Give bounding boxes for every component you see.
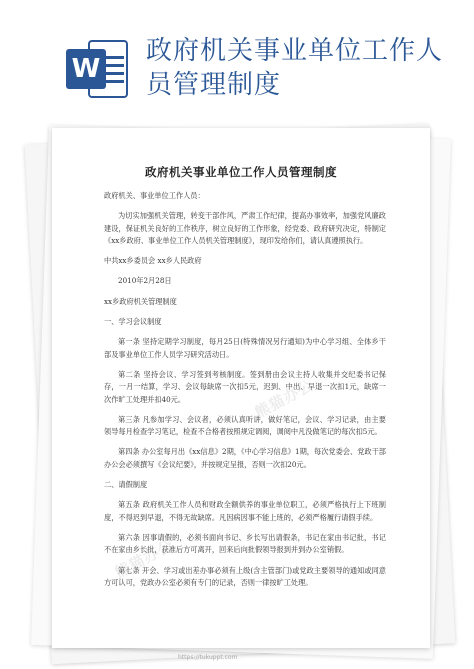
doc-paragraph: 第五条 政府机关工作人员和财政全额供养的事业单位职工，必须严格执行上下班制度，不得迟到早退，不得无故缺席。凡因病因事不能上班的，必须严格履行请假手续。 (104, 500, 386, 522)
doc-paragraph: 第六条 因事请假的，必须书面向书记、乡长写出请假条，书记在家由书记批，书记不在家由乡长批，获准后方可离开，回来后向批假领导报到并到办公室销假。 (104, 532, 386, 555)
watermark-url: https://tukuppt.com (178, 654, 238, 661)
word-document-icon (66, 40, 128, 98)
document-page (52, 128, 430, 648)
doc-paragraph: 为切实加强机关管理，转变干部作风，严肃工作纪律，提高办事效率，加强党风廉政建设，保证机关良好的工作秩序，树立良好的工作形象，经党委、政府研究决定，特制定《xx乡政府、事业单位工作人员机关管理制度》，现印发给你们，请认真遵照执行。 (104, 211, 386, 245)
word-badge: W (66, 49, 106, 89)
document-body (104, 190, 386, 589)
watermark: 熊猫办公 (111, 535, 177, 582)
doc-section-heading: 二、请假制度 (104, 480, 148, 490)
doc-date: 2010年2月28日 (118, 276, 172, 286)
header-title: 政府机关事业单位工作人员管理制度 (146, 36, 444, 100)
doc-paragraph: 第一条 坚持定期学习制度，每月25日(特殊情况另行通知)为中心学习组、全体乡干部及事业单位工作人员学习研究活动日。 (104, 337, 386, 359)
document-title: 政府机关事业单位工作人员管理制度 (145, 165, 337, 179)
doc-paragraph: 第四条 办公室每月出《xx信息》2期，《中心学习信息》1期，每次党委会、党政干部办公会必须撰写《会议纪要》，并按规定呈报，否则一次扣20元。 (104, 447, 386, 469)
doc-paragraph: 第三条 凡参加学习、会议者，必须认真听讲，做好笔记，会议、学习记录，由主要领导每月检查学习笔记，检查不合格者按照规定调阅，调阅中凡没做笔记的每次扣5元。 (104, 414, 386, 437)
doc-signature: 中共xx乡委员会 xx乡人民政府 (104, 256, 202, 266)
header (0, 0, 474, 112)
watermark: 熊猫办公 (251, 375, 317, 422)
doc-paragraph: 第七条 开会、学习或出差办事必须有上级(含主管部门)或党政主要领导的通知或同意方可认可，党政办公室必须有专门的记录，否则一律按旷工处理。 (104, 565, 386, 587)
doc-section-heading: 一、学习会议制度 (104, 317, 162, 327)
doc-paragraph: 第二条 坚持会议、学习签到考核制度。签到册由会议主持人收集并交纪委书记保存，一月一结算，学习、会议每缺席一次扣5元，迟到、中出、早退一次扣1元，缺席一次作旷工处理并扣40元。 (104, 369, 386, 404)
doc-paragraph: 政府机关、事业单位工作人员： (104, 191, 205, 200)
doc-subtitle: xx乡政府机关管理制度 (104, 296, 177, 306)
